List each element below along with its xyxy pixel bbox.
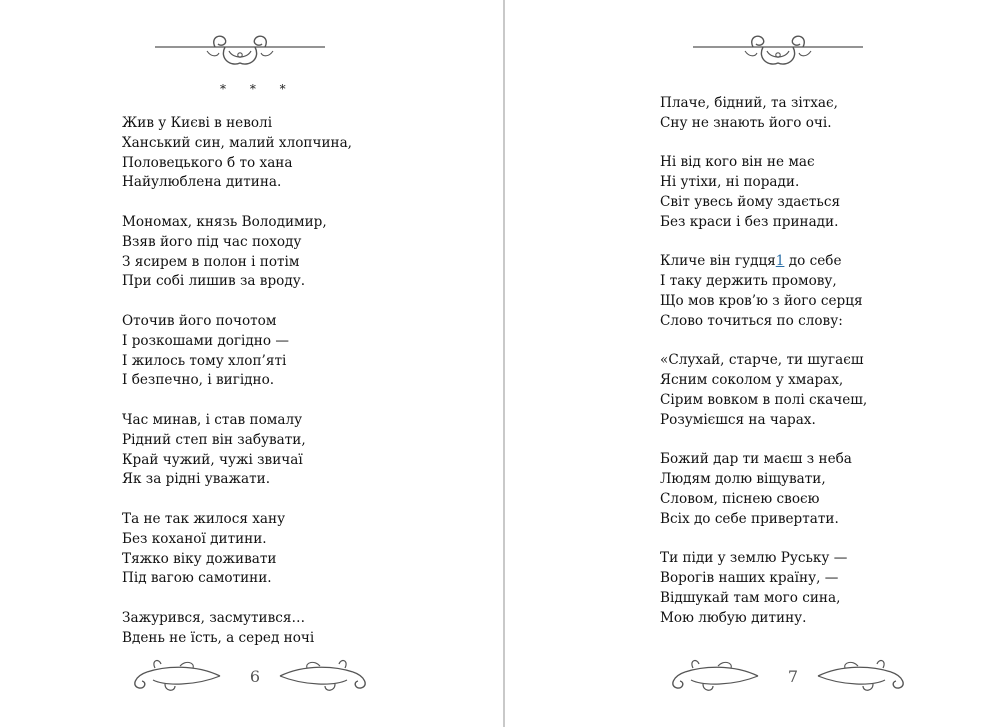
poem-line: Мономах, князь Володимир, bbox=[122, 213, 327, 230]
stanza bbox=[660, 549, 867, 628]
poem-line: Під вагою самотини. bbox=[122, 570, 272, 587]
poem-line: Край чужий, чужі звичаї bbox=[122, 451, 303, 468]
poem-line: Зажурився, засмутився… bbox=[122, 609, 306, 626]
header-ornament-icon bbox=[693, 33, 863, 73]
poem-line: Ні від кого він не має bbox=[660, 154, 815, 171]
poem-line: Ясним соколом у хмарах, bbox=[660, 372, 844, 389]
poem-line: Мою любую дитину. bbox=[660, 609, 807, 626]
right-page bbox=[505, 0, 1008, 727]
poem-text bbox=[660, 94, 867, 648]
poem-line: Та не так жилося хану bbox=[122, 510, 286, 527]
stanza bbox=[122, 114, 352, 193]
poem-line: Оточив його почотом bbox=[122, 312, 277, 329]
poem-line: Ханський син, малий хлопчина, bbox=[122, 134, 353, 151]
poem-line: Вдень не їсть, а серед ночі bbox=[122, 629, 315, 646]
poem-line: Тяжко віку доживати bbox=[122, 550, 277, 567]
poem-line: Плаче, бідний, та зітхає, bbox=[660, 95, 838, 111]
poem-line: Ні утіхи, ні поради. bbox=[660, 174, 800, 191]
poem-line: Сірим вовком в полі скачеш, bbox=[660, 391, 868, 408]
poem-line: І таку держить промову, bbox=[660, 273, 837, 290]
section-separator: * * * bbox=[220, 82, 296, 96]
poem-text bbox=[122, 114, 352, 668]
stanza bbox=[122, 609, 352, 649]
stanza bbox=[122, 411, 352, 490]
stanza bbox=[660, 252, 867, 331]
poem-line: І розкошами догідно — bbox=[122, 332, 289, 349]
poem-line: Без краси і без принади. bbox=[660, 213, 839, 230]
poem-line: Ворогів наших країну, — bbox=[660, 570, 839, 587]
poem-line: Словом, піснею своєю bbox=[660, 490, 820, 507]
stanza bbox=[122, 312, 352, 391]
poem-line: Відшукай там мого сина, bbox=[660, 589, 841, 606]
footnote-link[interactable]: 1 bbox=[775, 253, 785, 270]
poem-line: І жилось тому хлоп’яті bbox=[122, 352, 287, 369]
page-footer bbox=[663, 656, 923, 696]
poem-line: Ти піди у землю Руську — bbox=[660, 550, 848, 567]
footer-ornament-left-icon bbox=[663, 656, 763, 696]
poem-line: Взяв його під час походу bbox=[122, 233, 302, 250]
stanza bbox=[122, 213, 352, 292]
stanza bbox=[660, 351, 867, 430]
poem-line: Без коханої дитини. bbox=[122, 530, 267, 547]
page-number: 7 bbox=[787, 667, 799, 686]
poem-line: Розумієшся на чарах. bbox=[660, 411, 816, 428]
poem-line: Час минав, і став помалу bbox=[122, 411, 303, 428]
poem-line-text: до себе bbox=[784, 253, 842, 270]
header-ornament-icon bbox=[155, 33, 325, 73]
poem-line: Світ увесь йому здається bbox=[660, 193, 841, 210]
poem-line: Половецького б то хана bbox=[122, 154, 293, 171]
poem-line: При собі лишив за вроду. bbox=[122, 273, 306, 290]
stanza bbox=[122, 510, 352, 589]
stanza bbox=[660, 94, 867, 134]
poem-line: Божий дар ти маєш з неба bbox=[660, 451, 852, 468]
page-number: 6 bbox=[249, 667, 261, 686]
poem-line: Людям долю віщувати, bbox=[660, 471, 826, 488]
poem-line: Жив у Києві в неволі bbox=[122, 115, 273, 131]
poem-line: Що мов кров’ю з його серця bbox=[660, 292, 863, 309]
poem-line: Всіх до себе привертати. bbox=[660, 510, 839, 527]
footer-ornament-left-icon bbox=[125, 656, 225, 696]
footer-ornament-right-icon bbox=[275, 656, 375, 696]
poem-line: З ясирем в полон і потім bbox=[122, 253, 300, 270]
stanza bbox=[660, 153, 867, 232]
poem-line: Слово точиться по слову: bbox=[660, 312, 843, 329]
footer-ornament-right-icon bbox=[813, 656, 913, 696]
stanza bbox=[660, 450, 867, 529]
poem-line: «Слухай, старче, ти шугаєш bbox=[660, 352, 864, 369]
poem-line: Найулюблена дитина. bbox=[122, 174, 282, 191]
poem-line: Рідний степ він забувати, bbox=[122, 431, 306, 448]
poem-line: І безпечно, і вигідно. bbox=[122, 372, 275, 389]
page-footer bbox=[125, 656, 385, 696]
poem-line: Сну не знають його очі. bbox=[660, 114, 832, 131]
poem-line bbox=[660, 252, 867, 272]
poem-line: Як за рідні уважати. bbox=[122, 471, 271, 488]
poem-line-text: Кличе він гудця bbox=[660, 253, 776, 270]
